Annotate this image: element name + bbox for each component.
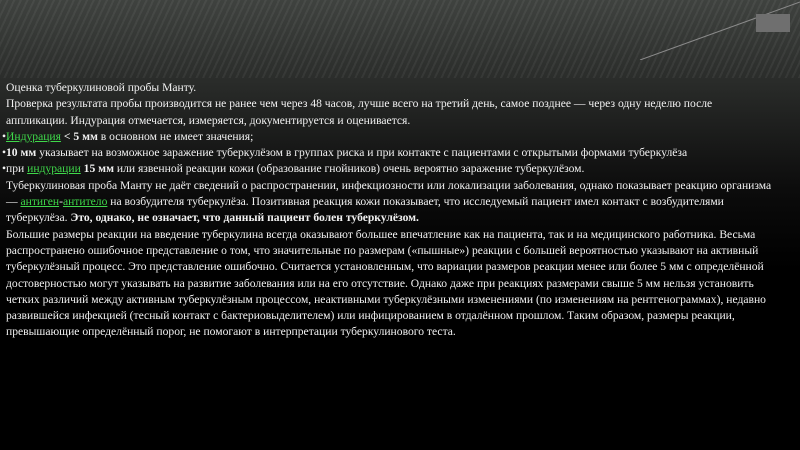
reaction-size-paragraph: Большие размеры реакции на введение туберкулина всегда оказывают большее впечатление как на пациента, так и на медицинского работника. Весьма распространено ошибочное представление о том, что значительные по размерам («пышные») реакции с большей вероятностью указывают на активный туберкулёзный процесс. Это представление ошибочно. Считается установленным, что вариации размеров реакции менее или более 5 мм с определённой достоверностью могут указывать на развитие заболевания или на его отсутствие. Однако даже при реакциях размерами свыше 5 мм нельзя установить четких различий между активным туберкулёзным процессом, неактивными туберкулёзными изменениями (по изменениям на рентгенограммах), недавно развившейся инфекцией (тесный контакт с бактериовыделителем) или инфицированием в отдалённом прошлом. Таким образом, размеры реакции, превышающие определённый порог, не помогают в интерпретации туберкулинового теста. <box>6 227 766 339</box>
intro-paragraph: Проверка результата пробы производится не ранее чем через 48 часов, лучше всего на третий день, самое позднее — через одну неделю после аппликации. Индурация отмечается, измеряется, документируется и оценивается. <box>6 97 713 127</box>
link-induration-2[interactable]: индурации <box>27 162 81 176</box>
bullet-1-text: в основном не имеет значения; <box>97 129 254 143</box>
bullet-2-text: указывает на возможное заражение туберкулёзом в группах риска и при контакте с пациентами с открытыми формами туберкулёза <box>36 146 688 160</box>
link-antigen[interactable]: антиген <box>20 195 60 209</box>
mantoux-paragraph <box>6 178 776 227</box>
slide-number-badge <box>756 14 790 32</box>
p2-text-2: на возбудителя туберкулёза. Позитивная реакция кожи показывает, что исследуемый пациент имел контакт с возбудителями туберкулёза. <box>6 195 724 225</box>
bullet-mark: • <box>2 162 7 176</box>
link-induration[interactable]: Индурация <box>6 129 61 143</box>
bullet-item-3 <box>2 161 776 177</box>
bullet-3-bold: 15 мм <box>80 162 114 176</box>
bullet-mark: • <box>2 129 7 143</box>
slide-body <box>2 80 776 341</box>
p2-text-1: Туберкулиновая проба Манту не даёт сведений о распространении, инфекциозности или локализации заболевания, однако показывает реакцию организма — <box>6 178 772 209</box>
p2-dash: - <box>59 195 63 209</box>
bullet-item-2 <box>2 145 776 161</box>
decorative-line <box>0 0 800 60</box>
bullet-3-pre: при <box>6 162 28 176</box>
slide-title: Оценка туберкулиновой пробы Манту. <box>6 81 197 94</box>
link-antibody[interactable]: антитело <box>62 195 108 209</box>
p2-bold-conclusion: Это, однако, не означает, что данный пациент болен туберкулёзом. <box>70 211 419 225</box>
bullet-mark: • <box>2 146 7 160</box>
bullet-3-text: или язвенной реакции кожи (образование гнойников) очень вероятно заражение туберкулёзом. <box>113 162 585 176</box>
bullet-item-1 <box>2 129 776 145</box>
bullet-1-bold: < 5 мм <box>60 129 98 143</box>
bullet-2-bold: 10 мм <box>6 146 37 160</box>
